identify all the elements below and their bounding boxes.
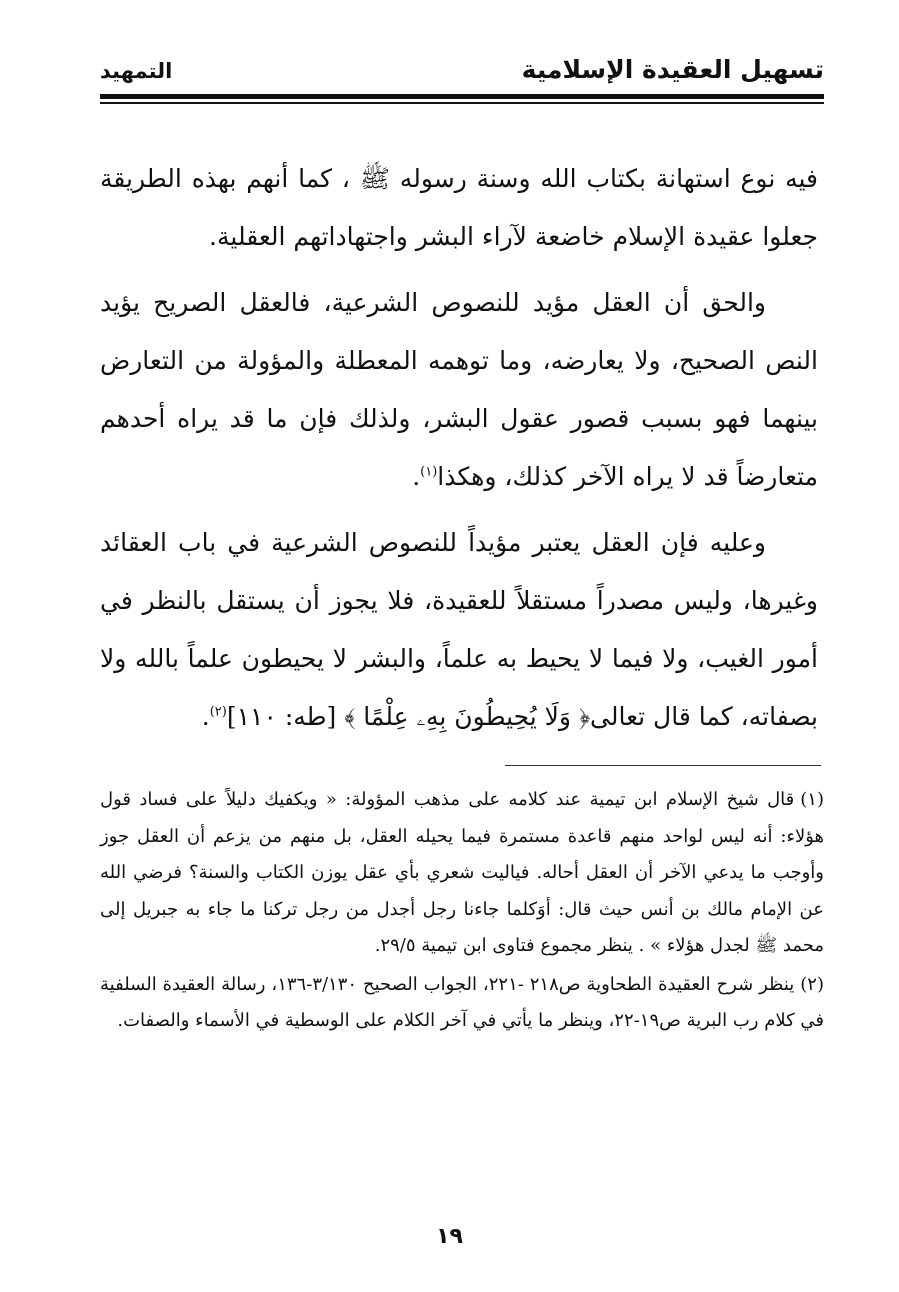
section-title: التمهيد	[100, 59, 173, 83]
footnote-1-text: قال شيخ الإسلام ابن تيمية عند كلامه على مذهب المؤولة: « ويكفيك دليلاً على فساد قول هؤلاء: أنه ليس لواحد منهم قاعدة مستمرة فيما يحيله العقل، بل منهم من يزعم أن العقل جوز وأوجب ما يدعي الآخر أن العقل أحاله. فياليت شعري بأي عقل يوزن الكتاب والسنة؟ فرضي الله عن الإمام مالك بن أنس حيث قال: أوَكلما جاءنا رجل أجدل من رجل تركنا ما جاء به جبريل إلى محمد ﷺ لجدل هؤلاء » . ينظر مجموع فتاوى ابن تيمية ٢٩/٥.	[100, 789, 824, 956]
header-rule-thin	[100, 102, 824, 104]
header-rule-thick	[100, 94, 824, 99]
paragraph-3-text: وعليه فإن العقل يعتبر مؤيداً للنصوص الشرعية في باب العقائد وغيرها، وليس مصدراً مستقلاً للعقيدة، فلا يجوز أن يستقل بالنظر في أمور الغيب، ولا فيما لا يحيط به علماً، والبشر لا يحيطون علماً بالله ولا بصفاته، كما قال تعالى﴿ وَلَا يُحِيطُونَ بِهِۦ عِلْمًا ﴾ [طه: ١١٠]	[100, 528, 818, 731]
paragraph-3-end: .	[201, 702, 210, 731]
book-title: تسهيل العقيدة الإسلامية	[521, 55, 824, 84]
footnotes	[100, 782, 824, 1042]
page-header	[100, 52, 824, 92]
footnote-1	[100, 782, 824, 965]
paragraph-1	[100, 150, 818, 266]
paragraph-2-text: والحق أن العقل مؤيد للنصوص الشرعية، فالعقل الصريح يؤيد النص الصحيح، ولا يعارضه، وما توهمه المعطلة والمؤولة من التعارض بينهما فهو بسبب قصور عقول البشر، ولذلك فإن ما قد يراه أحدهم متعارضاً قد لا يراه الآخر كذلك، وهكذا	[100, 288, 818, 491]
footnote-1-number: (١)	[800, 789, 824, 810]
footnote-ref-2: (٢)	[209, 704, 227, 720]
paragraph-2-end: .	[412, 462, 421, 491]
page-number: ١٩	[436, 1224, 463, 1249]
footnote-2	[100, 967, 824, 1040]
paragraph-2	[100, 274, 818, 506]
footnote-ref-1: (١)	[420, 464, 438, 480]
main-text	[100, 150, 818, 754]
footnote-2-number: (٢)	[800, 973, 824, 995]
footnote-separator	[505, 765, 821, 766]
paragraph-3	[100, 514, 818, 746]
footnote-2-text: ينظر شرح العقيدة الطحاوية ص٢١٨ -٢٢١، الجواب الصحيح ٣/١٣٠-١٣٦، رسالة العقيدة السلفية في كلام رب البرية ص١٩-٢٢، وينظر ما يأتي في آخر الكلام على الوسطية في الأسماء والصفات.	[100, 973, 824, 1031]
paragraph-1-text: فيه نوع استهانة بكتاب الله وسنة رسوله ﷺ ، كما أنهم بهذه الطريقة جعلوا عقيدة الإسلام خاضعة لآراء البشر واجتهاداتهم العقلية.	[100, 164, 818, 251]
